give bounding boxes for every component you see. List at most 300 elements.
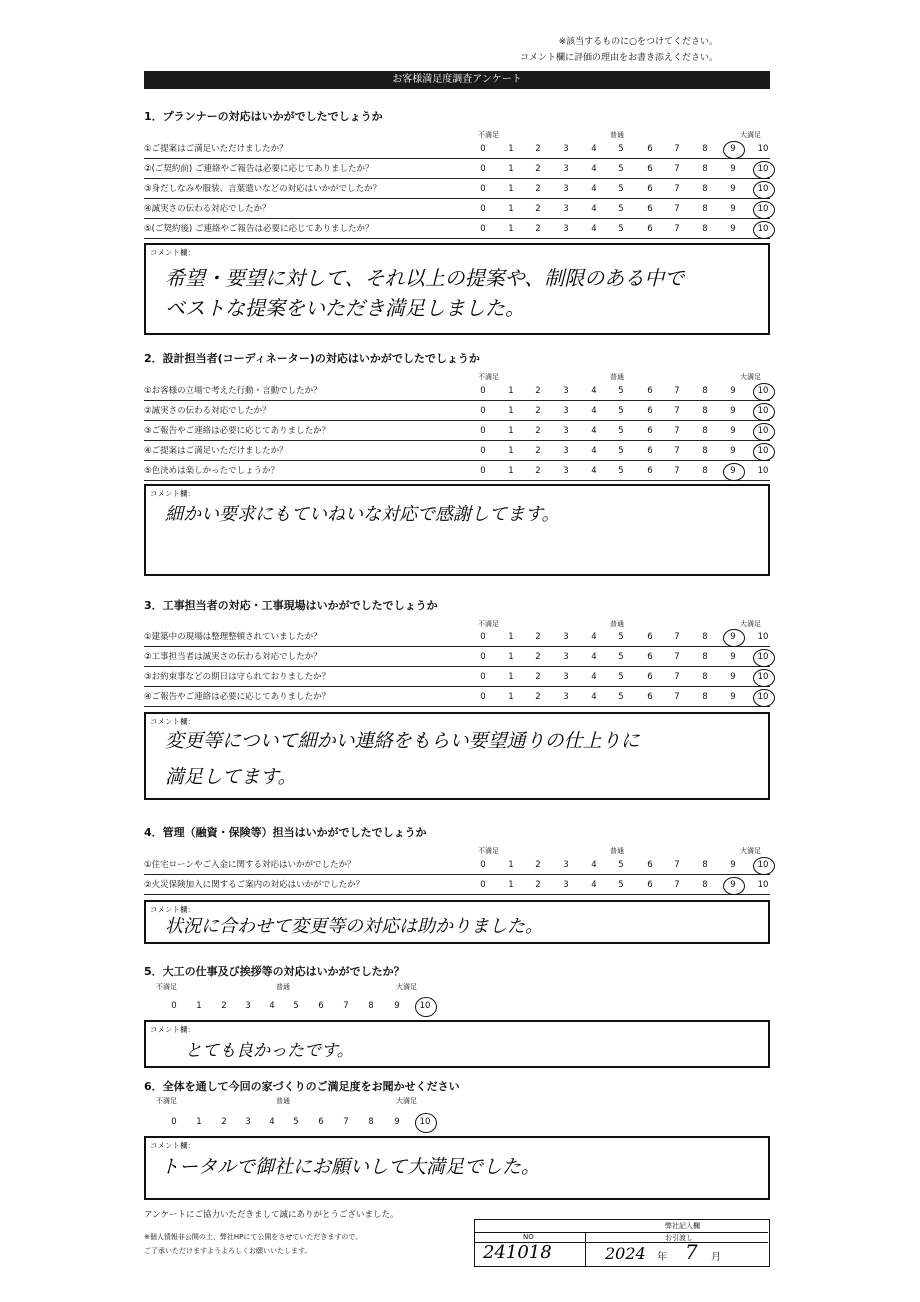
- rating-option-3[interactable]: 3: [563, 672, 569, 682]
- rating-option-2[interactable]: 2: [535, 860, 541, 870]
- rating-option-0[interactable]: 0: [480, 692, 486, 702]
- rating-option-3[interactable]: 3: [245, 1117, 251, 1127]
- question-row: [144, 876, 770, 895]
- rating-option-6[interactable]: 6: [647, 164, 653, 174]
- rating-option-3[interactable]: 3: [563, 652, 569, 662]
- rating-option-3[interactable]: 3: [563, 426, 569, 436]
- rating-option-1[interactable]: 1: [508, 164, 514, 174]
- comment-label: コメント欄：: [150, 1141, 195, 1150]
- rating-option-3[interactable]: 3: [245, 1001, 251, 1011]
- question-text: ①建築中の現場は整理整頓されていましたか？: [144, 632, 322, 642]
- rating-option-0[interactable]: 0: [480, 672, 486, 682]
- comment-box: [144, 484, 770, 576]
- rating-option-3[interactable]: 3: [563, 880, 569, 890]
- rating-option-9[interactable]: 9: [394, 1117, 400, 1127]
- rating-option-0[interactable]: 0: [480, 446, 486, 456]
- handwritten-comment: トータルで御社にお願いして大満足でした。: [160, 1156, 541, 1178]
- rating-option-7[interactable]: 7: [674, 426, 680, 436]
- rating-option-2[interactable]: 2: [535, 652, 541, 662]
- rating-option-9[interactable]: 9: [730, 446, 736, 456]
- rating-option-2[interactable]: 2: [535, 632, 541, 642]
- rating-option-3[interactable]: 3: [563, 386, 569, 396]
- year-unit: 年: [657, 1252, 667, 1263]
- rating-option-10[interactable]: 10: [757, 204, 769, 214]
- rating-option-1[interactable]: 1: [508, 184, 514, 194]
- rating-option-4[interactable]: 4: [269, 1117, 275, 1127]
- rating-option-7[interactable]: 7: [674, 406, 680, 416]
- rating-option-4[interactable]: 4: [591, 184, 597, 194]
- comment-label: コメント欄：: [150, 489, 195, 498]
- selected-rating-circle: [753, 689, 775, 707]
- rating-option-0[interactable]: 0: [171, 1117, 177, 1127]
- month-value: 7: [685, 1240, 698, 1264]
- rating-option-5[interactable]: 5: [618, 386, 624, 396]
- rating-option-4[interactable]: 4: [591, 466, 597, 476]
- comment-label: コメント欄：: [150, 905, 195, 914]
- handwritten-comment: 満足してます。: [165, 766, 297, 788]
- selected-rating-circle: [723, 463, 745, 481]
- rating-option-5[interactable]: 5: [618, 692, 624, 702]
- rating-option-8[interactable]: 8: [368, 1001, 374, 1011]
- rating-option-2[interactable]: 2: [535, 692, 541, 702]
- rating-option-2[interactable]: 2: [535, 184, 541, 194]
- table-divider-h: [475, 1232, 768, 1233]
- scale-label-low: 不満足: [156, 983, 177, 991]
- rating-option-8[interactable]: 8: [702, 632, 708, 642]
- rating-option-5[interactable]: 5: [618, 880, 624, 890]
- section-title-3: 3．工事担当者の対応・工事現場はいかがでしたでしょうか: [144, 599, 438, 612]
- thanks-text: アンケートにご協力いただきまして誠にありがとうございました。: [144, 1210, 399, 1220]
- rating-option-9[interactable]: 9: [394, 1001, 400, 1011]
- rating-option-4[interactable]: 4: [591, 386, 597, 396]
- rating-option-4[interactable]: 4: [591, 144, 597, 154]
- rating-option-2[interactable]: 2: [535, 672, 541, 682]
- scale-label-low: 不満足: [478, 620, 499, 628]
- year-value: 2024: [605, 1244, 646, 1263]
- rating-option-6[interactable]: 6: [647, 466, 653, 476]
- question-row: [144, 856, 770, 875]
- question-row: [144, 200, 770, 219]
- rating-option-10[interactable]: 10: [757, 632, 769, 642]
- question-text: ④ご報告やご連絡は必要に応じてありましたか？: [144, 692, 331, 702]
- rating-option-5[interactable]: 5: [293, 1117, 299, 1127]
- handwritten-comment: とても良かったです。: [185, 1041, 354, 1061]
- question-text: ①ご提案はご満足いただけましたか？: [144, 144, 288, 154]
- rating-option-6[interactable]: 6: [647, 860, 653, 870]
- selected-rating-circle: [753, 857, 775, 875]
- rating-option-10[interactable]: 10: [757, 164, 769, 174]
- rating-option-4[interactable]: 4: [591, 860, 597, 870]
- comment-label: コメント欄：: [150, 1025, 195, 1034]
- rating-option-2[interactable]: 2: [535, 386, 541, 396]
- scale-label-mid: 普通: [610, 620, 624, 628]
- selected-rating-circle: [753, 403, 775, 421]
- rating-option-8[interactable]: 8: [702, 386, 708, 396]
- rating-option-9[interactable]: 9: [730, 224, 736, 234]
- selected-rating-circle: [723, 877, 745, 895]
- selected-rating-circle: [753, 669, 775, 687]
- rating-option-4[interactable]: 4: [591, 652, 597, 662]
- rating-option-0[interactable]: 0: [480, 386, 486, 396]
- rating-option-9[interactable]: 9: [730, 426, 736, 436]
- scale-label-high: 大満足: [740, 131, 761, 139]
- rating-option-3[interactable]: 3: [563, 164, 569, 174]
- rating-option-5[interactable]: 5: [618, 144, 624, 154]
- rating-option-10[interactable]: 10: [757, 426, 769, 436]
- rating-option-2[interactable]: 2: [535, 204, 541, 214]
- rating-option-6[interactable]: 6: [647, 204, 653, 214]
- rating-option-4[interactable]: 4: [591, 672, 597, 682]
- col-no-label: NO: [523, 1233, 534, 1241]
- rating-option-3[interactable]: 3: [563, 406, 569, 416]
- rating-option-2[interactable]: 2: [535, 880, 541, 890]
- rating-option-4[interactable]: 4: [591, 204, 597, 214]
- rating-option-9[interactable]: 9: [730, 880, 736, 890]
- rating-option-7[interactable]: 7: [674, 632, 680, 642]
- rating-option-10[interactable]: 10: [757, 144, 769, 154]
- rating-option-3[interactable]: 3: [563, 466, 569, 476]
- rating-option-7[interactable]: 7: [343, 1117, 349, 1127]
- rating-option-9[interactable]: 9: [730, 652, 736, 662]
- rating-option-5[interactable]: 5: [618, 224, 624, 234]
- rating-option-6[interactable]: 6: [647, 446, 653, 456]
- rating-option-1[interactable]: 1: [508, 446, 514, 456]
- question-row: [144, 668, 770, 687]
- rating-option-5[interactable]: 5: [618, 204, 624, 214]
- selected-rating-circle: [415, 997, 437, 1017]
- rating-option-0[interactable]: 0: [480, 652, 486, 662]
- section-title-4: 4．管理（融資・保険等）担当はいかがでしたでしょうか: [144, 826, 427, 839]
- rating-option-3[interactable]: 3: [563, 144, 569, 154]
- rating-option-5[interactable]: 5: [618, 406, 624, 416]
- rating-option-1[interactable]: 1: [196, 1117, 202, 1127]
- rating-option-8[interactable]: 8: [702, 880, 708, 890]
- question-text: ②工事担当者は誠実さの伝わる対応でしたか？: [144, 652, 322, 662]
- rating-option-8[interactable]: 8: [702, 426, 708, 436]
- selected-rating-circle: [753, 221, 775, 239]
- rating-option-10[interactable]: 10: [757, 466, 769, 476]
- table-divider-v: [585, 1232, 586, 1266]
- privacy-note-1: ※個人情報非公開の上、弊社HPにて公開をさせていただきますので、: [144, 1233, 363, 1241]
- rating-option-9[interactable]: 9: [730, 406, 736, 416]
- selected-rating-circle: [753, 201, 775, 219]
- rating-option-0[interactable]: 0: [480, 224, 486, 234]
- question-row: [144, 422, 770, 441]
- section-title-1: 1．プランナーの対応はいかがでしたでしょうか: [144, 110, 383, 123]
- rating-option-6[interactable]: 6: [647, 692, 653, 702]
- rating-option-10[interactable]: 10: [419, 1001, 431, 1011]
- rating-option-5[interactable]: 5: [618, 466, 624, 476]
- question-text: ③ご報告やご連絡は必要に応じてありましたか？: [144, 426, 331, 436]
- rating-option-7[interactable]: 7: [674, 446, 680, 456]
- scale-label-mid: 普通: [276, 1097, 290, 1105]
- rating-option-1[interactable]: 1: [508, 632, 514, 642]
- rating-option-8[interactable]: 8: [702, 184, 708, 194]
- question-text: ②(ご契約前) ご連絡やご報告は必要に応じてありましたか？: [144, 164, 374, 174]
- rating-option-4[interactable]: 4: [591, 406, 597, 416]
- rating-option-6[interactable]: 6: [647, 144, 653, 154]
- rating-option-9[interactable]: 9: [730, 672, 736, 682]
- rating-option-8[interactable]: 8: [368, 1117, 374, 1127]
- rating-option-10[interactable]: 10: [757, 386, 769, 396]
- question-text: ③お約束事などの期日は守られておりましたか？: [144, 672, 331, 682]
- question-row: [144, 160, 770, 179]
- rating-option-9[interactable]: 9: [730, 144, 736, 154]
- rating-option-9[interactable]: 9: [730, 164, 736, 174]
- rating-option-0[interactable]: 0: [480, 880, 486, 890]
- privacy-note-2: ご了承いただけますようよろしくお願いいたします。: [144, 1247, 312, 1255]
- rating-option-1[interactable]: 1: [508, 652, 514, 662]
- comment-label: コメント欄：: [150, 717, 195, 726]
- scale-label-low: 不満足: [478, 847, 499, 855]
- office-use-table: [474, 1219, 770, 1267]
- section-title-5: 5．大工の仕事及び挨拶等の対応はいかがでしたか？: [144, 965, 405, 978]
- rating-option-8[interactable]: 8: [702, 204, 708, 214]
- rating-option-5[interactable]: 5: [293, 1001, 299, 1011]
- rating-option-6[interactable]: 6: [647, 386, 653, 396]
- rating-option-5[interactable]: 5: [618, 632, 624, 642]
- rating-option-7[interactable]: 7: [674, 204, 680, 214]
- rating-option-1[interactable]: 1: [508, 672, 514, 682]
- selected-rating-circle: [753, 423, 775, 441]
- scale-label-low: 不満足: [478, 131, 499, 139]
- rating-option-0[interactable]: 0: [480, 860, 486, 870]
- scale-label-mid: 普通: [610, 373, 624, 381]
- selected-rating-circle: [753, 443, 775, 461]
- rating-option-5[interactable]: 5: [618, 672, 624, 682]
- rating-option-10[interactable]: 10: [757, 446, 769, 456]
- rating-option-8[interactable]: 8: [702, 860, 708, 870]
- rating-option-1[interactable]: 1: [508, 144, 514, 154]
- rating-option-0[interactable]: 0: [480, 144, 486, 154]
- scale-label-high: 大満足: [396, 983, 417, 991]
- question-text: ④ご提案はご満足いただけましたか？: [144, 446, 288, 456]
- question-row: [144, 220, 770, 239]
- handwritten-comment: 変更等について細かい連絡をもらい要望通りの仕上りに: [165, 730, 640, 752]
- question-text: ⑤(ご契約後) ご連絡やご報告は必要に応じてありましたか？: [144, 224, 374, 234]
- rating-option-2[interactable]: 2: [535, 144, 541, 154]
- selected-rating-circle: [753, 161, 775, 179]
- rating-option-2[interactable]: 2: [535, 406, 541, 416]
- rating-option-7[interactable]: 7: [343, 1001, 349, 1011]
- selected-rating-circle: [753, 383, 775, 401]
- handwritten-comment: 状況に合わせて変更等の対応は助かりました。: [165, 916, 543, 937]
- rating-option-8[interactable]: 8: [702, 224, 708, 234]
- rating-option-8[interactable]: 8: [702, 692, 708, 702]
- rating-option-3[interactable]: 3: [563, 204, 569, 214]
- rating-option-5[interactable]: 5: [618, 652, 624, 662]
- question-text: ④誠実さの伝わる対応でしたか？: [144, 204, 271, 214]
- question-text: ①お客様の立場で考えた行動・言動でしたか？: [144, 386, 322, 396]
- rating-option-2[interactable]: 2: [535, 426, 541, 436]
- rating-option-6[interactable]: 6: [647, 880, 653, 890]
- question-row: [144, 462, 770, 481]
- rating-option-1[interactable]: 1: [508, 692, 514, 702]
- rating-option-3[interactable]: 3: [563, 692, 569, 702]
- rating-option-5[interactable]: 5: [618, 446, 624, 456]
- handwritten-comment: 細かい要求にもていねいな対応で感謝してます。: [165, 504, 560, 525]
- col-handover-label: お引渡し: [665, 1234, 693, 1242]
- rating-option-10[interactable]: 10: [757, 860, 769, 870]
- survey-title: お客様満足度調査アンケート: [144, 71, 770, 89]
- rating-option-10[interactable]: 10: [757, 184, 769, 194]
- rating-option-8[interactable]: 8: [702, 672, 708, 682]
- rating-option-1[interactable]: 1: [508, 224, 514, 234]
- rating-option-7[interactable]: 7: [674, 652, 680, 662]
- rating-option-4[interactable]: 4: [591, 164, 597, 174]
- rating-option-6[interactable]: 6: [318, 1117, 324, 1127]
- question-row: [144, 628, 770, 647]
- rating-option-9[interactable]: 9: [730, 204, 736, 214]
- rating-option-2[interactable]: 2: [535, 164, 541, 174]
- rating-option-10[interactable]: 10: [757, 672, 769, 682]
- rating-option-8[interactable]: 8: [702, 144, 708, 154]
- rating-option-2[interactable]: 2: [535, 466, 541, 476]
- question-text: ⑤色決めは楽しかったでしょうか？: [144, 466, 280, 476]
- rating-option-6[interactable]: 6: [647, 184, 653, 194]
- question-text: ②誠実さの伝わる対応でしたか？: [144, 406, 271, 416]
- rating-option-7[interactable]: 7: [674, 860, 680, 870]
- rating-option-10[interactable]: 10: [419, 1117, 431, 1127]
- rating-option-0[interactable]: 0: [480, 184, 486, 194]
- rating-option-6[interactable]: 6: [647, 426, 653, 436]
- rating-option-5[interactable]: 5: [618, 164, 624, 174]
- scale-label-high: 大満足: [740, 847, 761, 855]
- rating-option-7[interactable]: 7: [674, 164, 680, 174]
- instruction-note-circle: ※該当するものに○をつけてください。: [558, 37, 718, 47]
- rating-option-8[interactable]: 8: [702, 164, 708, 174]
- rating-option-0[interactable]: 0: [480, 632, 486, 642]
- rating-option-9[interactable]: 9: [730, 386, 736, 396]
- rating-option-3[interactable]: 3: [563, 446, 569, 456]
- rating-option-6[interactable]: 6: [647, 672, 653, 682]
- rating-option-1[interactable]: 1: [508, 426, 514, 436]
- section-title-6: 6．全体を通して今回の家づくりのご満足度をお聞かせください: [144, 1080, 460, 1093]
- selected-rating-circle: [723, 141, 745, 159]
- rating-option-6[interactable]: 6: [318, 1001, 324, 1011]
- rating-option-2[interactable]: 2: [221, 1117, 227, 1127]
- rating-option-1[interactable]: 1: [508, 406, 514, 416]
- rating-option-7[interactable]: 7: [674, 880, 680, 890]
- rating-option-10[interactable]: 10: [757, 224, 769, 234]
- rating-option-2[interactable]: 2: [535, 224, 541, 234]
- rating-option-4[interactable]: 4: [591, 446, 597, 456]
- rating-option-0[interactable]: 0: [480, 164, 486, 174]
- rating-option-0[interactable]: 0: [171, 1001, 177, 1011]
- question-row: [144, 648, 770, 667]
- rating-option-4[interactable]: 4: [591, 692, 597, 702]
- rating-option-3[interactable]: 3: [563, 224, 569, 234]
- comment-label: コメント欄：: [150, 248, 195, 257]
- rating-option-2[interactable]: 2: [221, 1001, 227, 1011]
- rating-option-0[interactable]: 0: [480, 406, 486, 416]
- rating-option-7[interactable]: 7: [674, 144, 680, 154]
- scale-label-mid: 普通: [610, 131, 624, 139]
- rating-option-9[interactable]: 9: [730, 632, 736, 642]
- rating-option-6[interactable]: 6: [647, 224, 653, 234]
- rating-option-3[interactable]: 3: [563, 184, 569, 194]
- scale-label-high: 大満足: [396, 1097, 417, 1105]
- question-text: ③身だしなみや服装、言葉遣いなどの対応はいかがでしたか？: [144, 184, 382, 194]
- rating-option-8[interactable]: 8: [702, 652, 708, 662]
- handwritten-comment: 希望・要望に対して、それ以上の提案や、制限のある中で: [165, 266, 685, 290]
- selected-rating-circle: [723, 629, 745, 647]
- rating-option-5[interactable]: 5: [618, 426, 624, 436]
- rating-option-4[interactable]: 4: [591, 224, 597, 234]
- section-title-2: 2．設計担当者(コーディネーター)の対応はいかがでしたでしょうか: [144, 352, 480, 365]
- question-row: [144, 402, 770, 421]
- rating-option-7[interactable]: 7: [674, 386, 680, 396]
- rating-option-9[interactable]: 9: [730, 466, 736, 476]
- rating-option-5[interactable]: 5: [618, 184, 624, 194]
- rating-option-7[interactable]: 7: [674, 466, 680, 476]
- rating-option-1[interactable]: 1: [508, 204, 514, 214]
- rating-option-1[interactable]: 1: [508, 880, 514, 890]
- rating-option-5[interactable]: 5: [618, 860, 624, 870]
- rating-option-10[interactable]: 10: [757, 880, 769, 890]
- rating-option-3[interactable]: 3: [563, 632, 569, 642]
- rating-option-9[interactable]: 9: [730, 860, 736, 870]
- rating-option-10[interactable]: 10: [757, 692, 769, 702]
- rating-option-9[interactable]: 9: [730, 184, 736, 194]
- rating-option-7[interactable]: 7: [674, 184, 680, 194]
- question-text: ②火災保険加入に関するご案内の対応はいかがでしたか？: [144, 880, 365, 890]
- question-row: [144, 382, 770, 401]
- rating-option-4[interactable]: 4: [591, 880, 597, 890]
- month-unit: 月: [711, 1252, 721, 1263]
- office-use-heading: 弊社記入欄: [665, 1222, 700, 1230]
- question-row: [144, 442, 770, 461]
- rating-option-4[interactable]: 4: [591, 426, 597, 436]
- rating-option-0[interactable]: 0: [480, 204, 486, 214]
- scale-label-low: 不満足: [478, 373, 499, 381]
- scale-label-mid: 普通: [276, 983, 290, 991]
- rating-option-4[interactable]: 4: [591, 632, 597, 642]
- handwritten-comment: ベストな提案をいただき満足しました。: [165, 296, 525, 320]
- rating-option-8[interactable]: 8: [702, 446, 708, 456]
- scale-label-high: 大満足: [740, 620, 761, 628]
- rating-option-7[interactable]: 7: [674, 672, 680, 682]
- rating-option-4[interactable]: 4: [269, 1001, 275, 1011]
- question-row: [144, 140, 770, 159]
- rating-option-6[interactable]: 6: [647, 406, 653, 416]
- rating-option-7[interactable]: 7: [674, 692, 680, 702]
- rating-option-9[interactable]: 9: [730, 692, 736, 702]
- rating-option-8[interactable]: 8: [702, 466, 708, 476]
- question-text: ①住宅ローンやご入金に関する対応はいかがでしたか？: [144, 860, 356, 870]
- rating-option-6[interactable]: 6: [647, 652, 653, 662]
- scale-label-mid: 普通: [610, 847, 624, 855]
- rating-option-3[interactable]: 3: [563, 860, 569, 870]
- rating-option-2[interactable]: 2: [535, 446, 541, 456]
- rating-option-8[interactable]: 8: [702, 406, 708, 416]
- rating-option-0[interactable]: 0: [480, 466, 486, 476]
- rating-option-1[interactable]: 1: [508, 386, 514, 396]
- rating-option-1[interactable]: 1: [508, 860, 514, 870]
- rating-option-0[interactable]: 0: [480, 426, 486, 436]
- rating-option-10[interactable]: 10: [757, 406, 769, 416]
- rating-option-1[interactable]: 1: [196, 1001, 202, 1011]
- instruction-note-comment: コメント欄に評価の理由をお書き添えください。: [519, 53, 718, 63]
- rating-option-1[interactable]: 1: [508, 466, 514, 476]
- scale-label-high: 大満足: [740, 373, 761, 381]
- rating-option-10[interactable]: 10: [757, 652, 769, 662]
- question-row: [144, 688, 770, 707]
- no-value: 241018: [483, 1242, 552, 1263]
- rating-option-7[interactable]: 7: [674, 224, 680, 234]
- rating-option-6[interactable]: 6: [647, 632, 653, 642]
- scale-label-low: 不満足: [156, 1097, 177, 1105]
